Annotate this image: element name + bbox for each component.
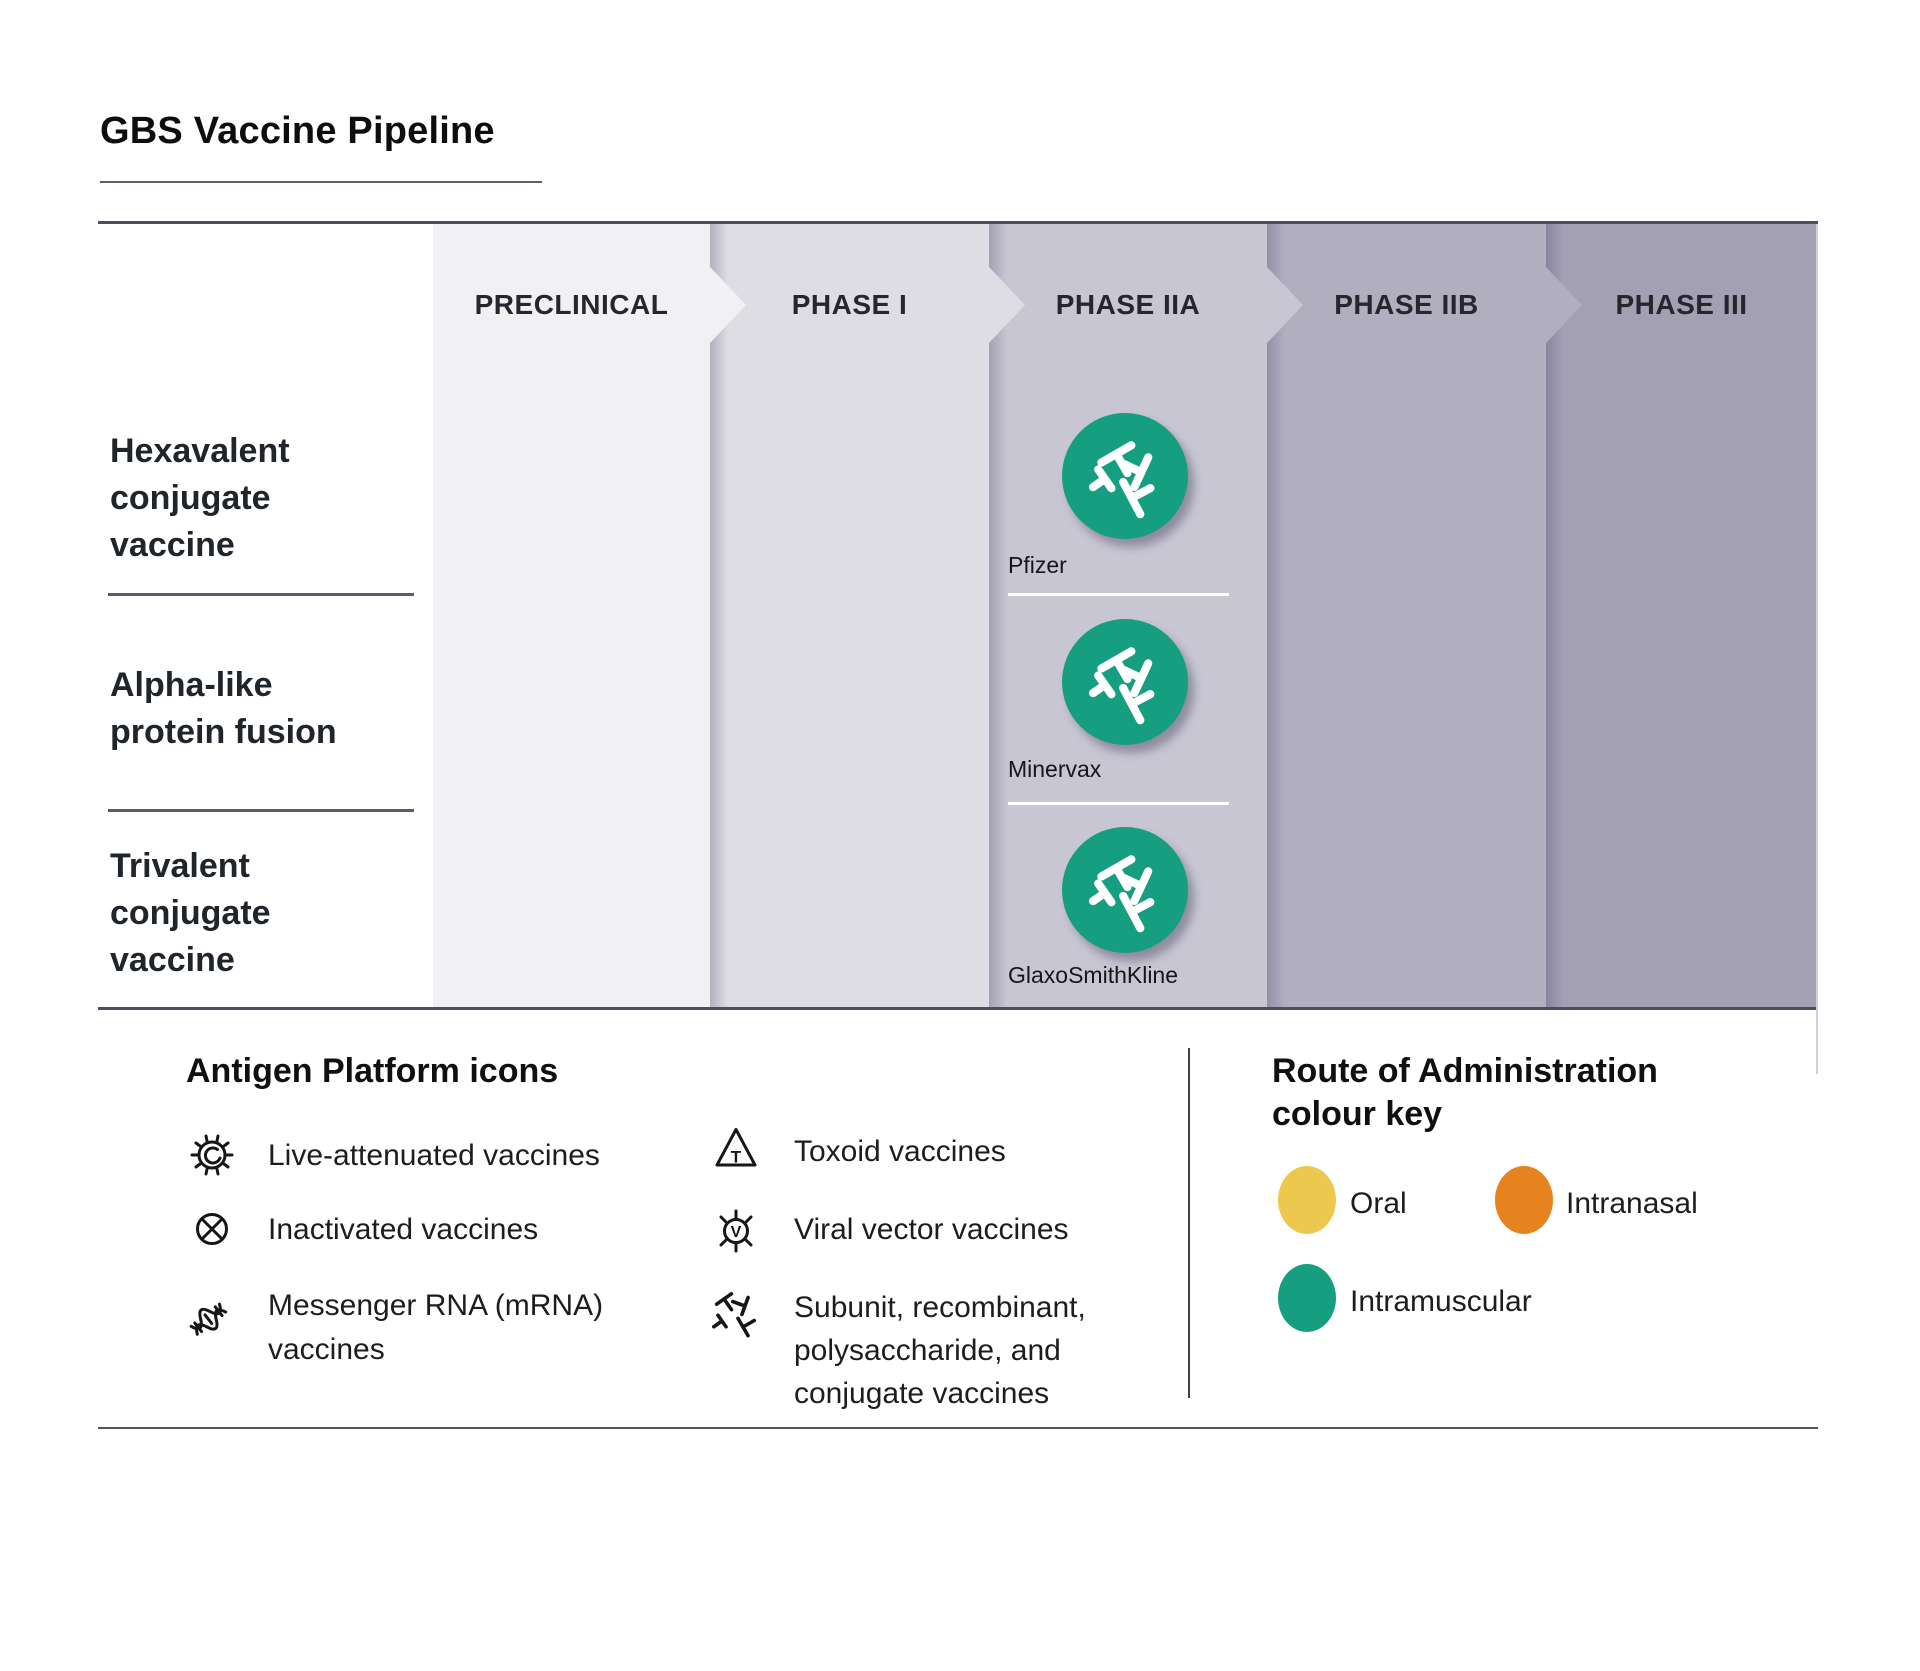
row-label-line: Trivalent: [110, 847, 250, 885]
phase-header-phase-2a: PHASE IIA: [1055, 289, 1201, 320]
marker-minervax-intramuscular: [1062, 619, 1188, 745]
svg-text:T: T: [730, 1147, 742, 1167]
phase-header-phase-1: PHASE I: [791, 289, 908, 320]
marker-glaxosmithkline-intramuscular: [1062, 827, 1188, 953]
column-phase-3: [1546, 224, 1817, 1008]
mrna-vaccines-icon: [184, 1292, 236, 1344]
legend-label-line: Messenger RNA (mRNA): [268, 1289, 604, 1322]
legend-label-line: Subunit, recombinant,: [794, 1291, 1086, 1324]
row-label-alpha-like-protein-fusion: [110, 662, 337, 756]
antigen-platform-heading: Antigen Platform icons: [186, 1052, 559, 1090]
legend-label-line: vaccines: [268, 1333, 385, 1366]
row-label-trivalent-conjugate-vaccine: [110, 843, 271, 984]
live-attenuated-vaccines-icon: [186, 1128, 238, 1180]
row-label-line: Alpha-like: [110, 666, 273, 704]
legend-label-viral-vector: Viral vector vaccines: [794, 1213, 1069, 1246]
row-label-line: protein fusion: [110, 713, 337, 751]
page-title: GBS Vaccine Pipeline: [100, 110, 495, 152]
legend-label-toxoid: Toxoid vaccines: [794, 1135, 1006, 1168]
subunit-vaccine-icon: [1077, 428, 1173, 524]
phase-header-phase-3: PHASE III: [1615, 289, 1748, 320]
row-label-line: conjugate: [110, 479, 271, 517]
legend-vertical-divider: [1188, 1048, 1190, 1398]
intranasal-route-dot: [1495, 1166, 1553, 1234]
column-shadow: [1546, 224, 1564, 1008]
route-key-heading: [1272, 1050, 1658, 1136]
oral-route-dot: [1278, 1166, 1336, 1234]
row-label-line: Hexavalent: [110, 432, 290, 470]
company-label-minervax: Minervax: [1008, 756, 1102, 782]
legend-label-mrna: [268, 1284, 603, 1372]
column-phase-2b: [1267, 224, 1546, 1008]
column-shadow: [989, 224, 1007, 1008]
column-phase-1: [710, 224, 989, 1008]
intramuscular-route-dot: [1278, 1264, 1336, 1332]
toxoid-vaccines-icon: [710, 1122, 762, 1174]
inactivated-vaccines-icon: [186, 1202, 238, 1254]
legend-label-line: conjugate vaccines: [794, 1377, 1050, 1410]
route-label-oral: Oral: [1350, 1187, 1407, 1220]
route-label-intramuscular: Intramuscular: [1350, 1285, 1532, 1318]
legend-label-line: polysaccharide, and: [794, 1334, 1061, 1367]
company-label-glaxosmithkline: GlaxoSmithKline: [1008, 962, 1179, 988]
row-divider: [108, 593, 414, 596]
phase2a-row-separator: [1008, 593, 1229, 596]
route-key-heading-line: colour key: [1272, 1095, 1443, 1133]
column-preclinical: [433, 224, 710, 1008]
row-divider: [108, 809, 414, 812]
marker-pfizer-intramuscular: [1062, 413, 1188, 539]
column-shadow: [1267, 224, 1285, 1008]
page-bottom-rule: [98, 1427, 1818, 1429]
chart-right-edge: [1816, 224, 1818, 1074]
row-label-line: vaccine: [110, 526, 235, 564]
route-label-intranasal: Intranasal: [1566, 1187, 1698, 1220]
viral-vector-vaccines-icon: [710, 1202, 762, 1254]
legend-label-live-attenuated: Live-attenuated vaccines: [268, 1139, 600, 1172]
row-label-line: vaccine: [110, 941, 235, 979]
row-label-hexavalent-conjugate-vaccine: [110, 428, 290, 569]
subunit-vaccine-icon: [1077, 634, 1173, 730]
route-key-heading-line: Route of Administration: [1272, 1052, 1658, 1090]
legend-label-inactivated: Inactivated vaccines: [268, 1213, 539, 1246]
subunit-vaccine-icon: [1077, 842, 1173, 938]
row-label-line: conjugate: [110, 894, 271, 932]
subunit-vaccine-icon: [708, 1286, 760, 1338]
legend-label-subunit: [794, 1286, 1086, 1415]
column-shadow: [710, 224, 728, 1008]
phase2a-row-separator: [1008, 802, 1229, 805]
svg-text:V: V: [730, 1224, 742, 1241]
phase-header-preclinical: PRECLINICAL: [474, 289, 669, 320]
chart-bottom-rule: [98, 1007, 1818, 1010]
title-underline: [100, 181, 542, 183]
company-label-pfizer: Pfizer: [1008, 552, 1067, 578]
phase-header-phase-2b: PHASE IIB: [1334, 289, 1479, 320]
